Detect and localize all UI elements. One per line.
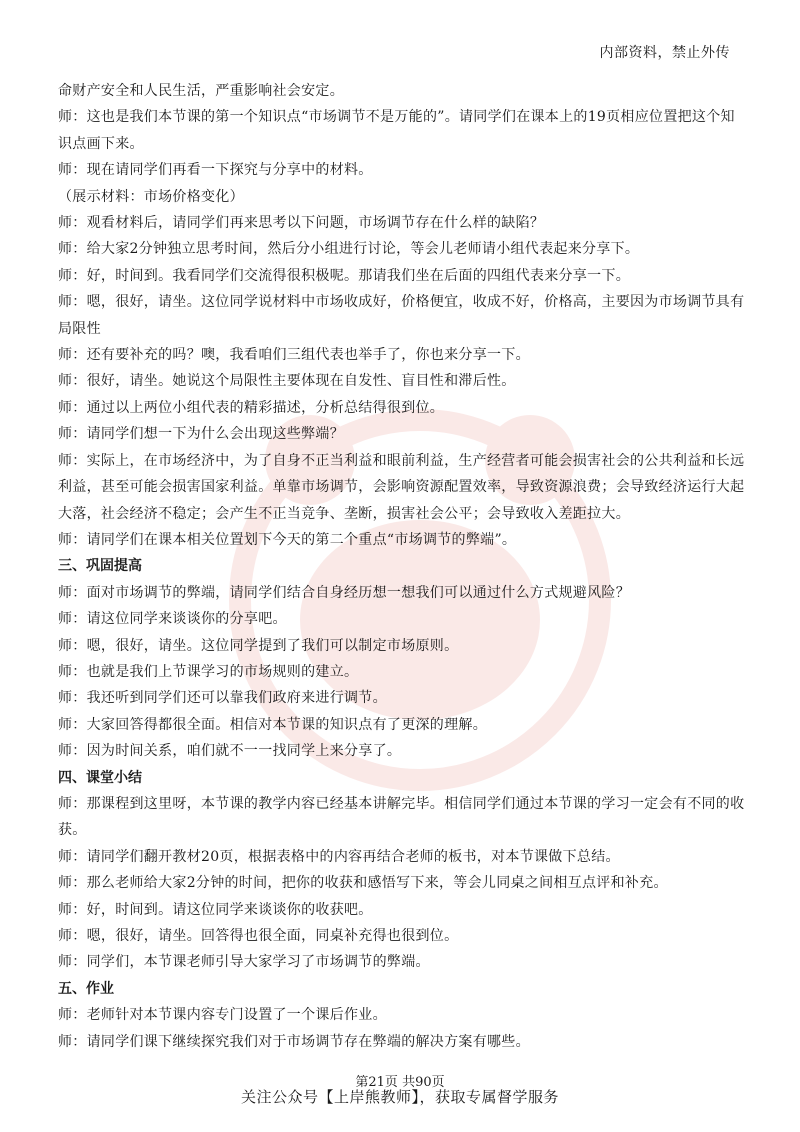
text-line: 师：同学们，本节课老师引导大家学习了市场调节的弊端。 <box>58 954 430 971</box>
text-line: 师：也就是我们上节课学习的市场规则的建立。 <box>58 663 359 680</box>
section-heading: 五、作业 <box>58 980 114 997</box>
text-line: 师：嗯，很好，请坐。这位同学说材料中市场收成好，价格便宜，收成不好，价格高，主要因为市场调节具有局限性 <box>58 294 745 337</box>
text-line: 师：这也是我们本节课的第一个知识点“市场调节不是万能的”。请同学们在课本上的19页相应位置把这个知识点画下来。 <box>58 109 735 152</box>
text-line: 师：那么老师给大家2分钟的时间，把你的收获和感悟写下来，等会儿同桌之间相互点评和补充。 <box>58 875 668 892</box>
text-line: 师：因为时间关系，咱们就不一一找同学上来分享了。 <box>58 743 402 760</box>
footer-promo: 关注公众号【上岸熊教师】，获取专属督学服务 <box>240 1088 559 1106</box>
text-line: 师：大家回答得都很全面。相信对本节课的知识点有了更深的理解。 <box>58 716 487 733</box>
text-line: 师：请这位同学来谈谈你的分享吧。 <box>58 611 287 628</box>
text-line: 师：好，时间到。请这位同学来谈谈你的收获吧。 <box>58 901 373 918</box>
text-line: 师：面对市场调节的弊端，请同学们结合自身经历想一想我们可以通过什么方式规避风险？ <box>58 584 630 601</box>
text-line: （展示材料：市场价格变化） <box>58 188 244 205</box>
text-line: 师：老师针对本节课内容专门设置了一个课后作业。 <box>58 1007 387 1024</box>
text-line: 师：现在请同学们再看一下探究与分享中的材料。 <box>58 162 373 179</box>
text-line: 师：通过以上两位小组代表的精彩描述，分析总结得很到位。 <box>58 399 445 416</box>
confidential-note: 内部资料，禁止外传 <box>599 45 730 61</box>
text-line: 师：嗯，很好，请坐。这位同学提到了我们可以制定市场原则。 <box>58 637 459 654</box>
text-line: 师：请同学们翻开教材20页，根据表格中的内容再结合老师的板书，对本节课做下总结。 <box>58 848 620 865</box>
text-line: 师：很好，请坐。她说这个局限性主要体现在自发性、盲目性和滞后性。 <box>58 373 516 390</box>
text-line: 师：请同学们课下继续探究我们对于市场调节存在弊端的解决方案有哪些。 <box>58 1033 530 1050</box>
text-line: 师：观看材料后，请同学们再来思考以下问题，市场调节存在什么样的缺陷？ <box>58 215 545 232</box>
page-number: 第21页 共90页 <box>355 1075 445 1090</box>
text-line: 师：好，时间到。我看同学们交流得很积极呢。那请我们坐在后面的四组代表来分享一下。 <box>58 267 630 284</box>
text-line: 师：给大家2分钟独立思考时间，然后分小组进行讨论，等会儿老师请小组代表起来分享下。 <box>58 241 640 258</box>
section-heading: 四、课堂小结 <box>58 769 142 786</box>
text-line: 师：实际上，在市场经济中，为了自身不正当利益和眼前利益，生产经营者可能会损害社会的公共利益和长远利益，甚至可能会损害国家利益。单靠市场调节，会影响资源配置效率，导致资源浪费；会导致经济运行大起大落，社会经济不稳定；会产生不正当竞争、垄断，损害社会公平；会导致收入差距拉大。 <box>58 452 745 522</box>
text-line: 师：请同学们在课本相关位置划下今天的第二个重点“市场调节的弊端”。 <box>58 531 517 548</box>
text-line: 师：还有要补充的吗？噢，我看咱们三组代表也举手了，你也来分享一下。 <box>58 347 530 364</box>
text-line: 命财产安全和人民生活，严重影响社会安定。 <box>58 83 344 99</box>
text-line: 师：请同学们想一下为什么会出现这些弊端？ <box>58 426 344 443</box>
text-line: 师：那课程到这里呀，本节课的教学内容已经基本讲解完毕。相信同学们通过本节课的学习一定会有不同的收获。 <box>58 795 745 839</box>
document-body <box>58 78 748 1055</box>
text-line: 师：嗯，很好，请坐。回答得也很全面，同桌补充得也很到位。 <box>58 928 459 944</box>
text-line: 师：我还听到同学们还可以靠我们政府来进行调节。 <box>58 690 387 707</box>
section-heading: 三、巩固提高 <box>58 558 142 575</box>
